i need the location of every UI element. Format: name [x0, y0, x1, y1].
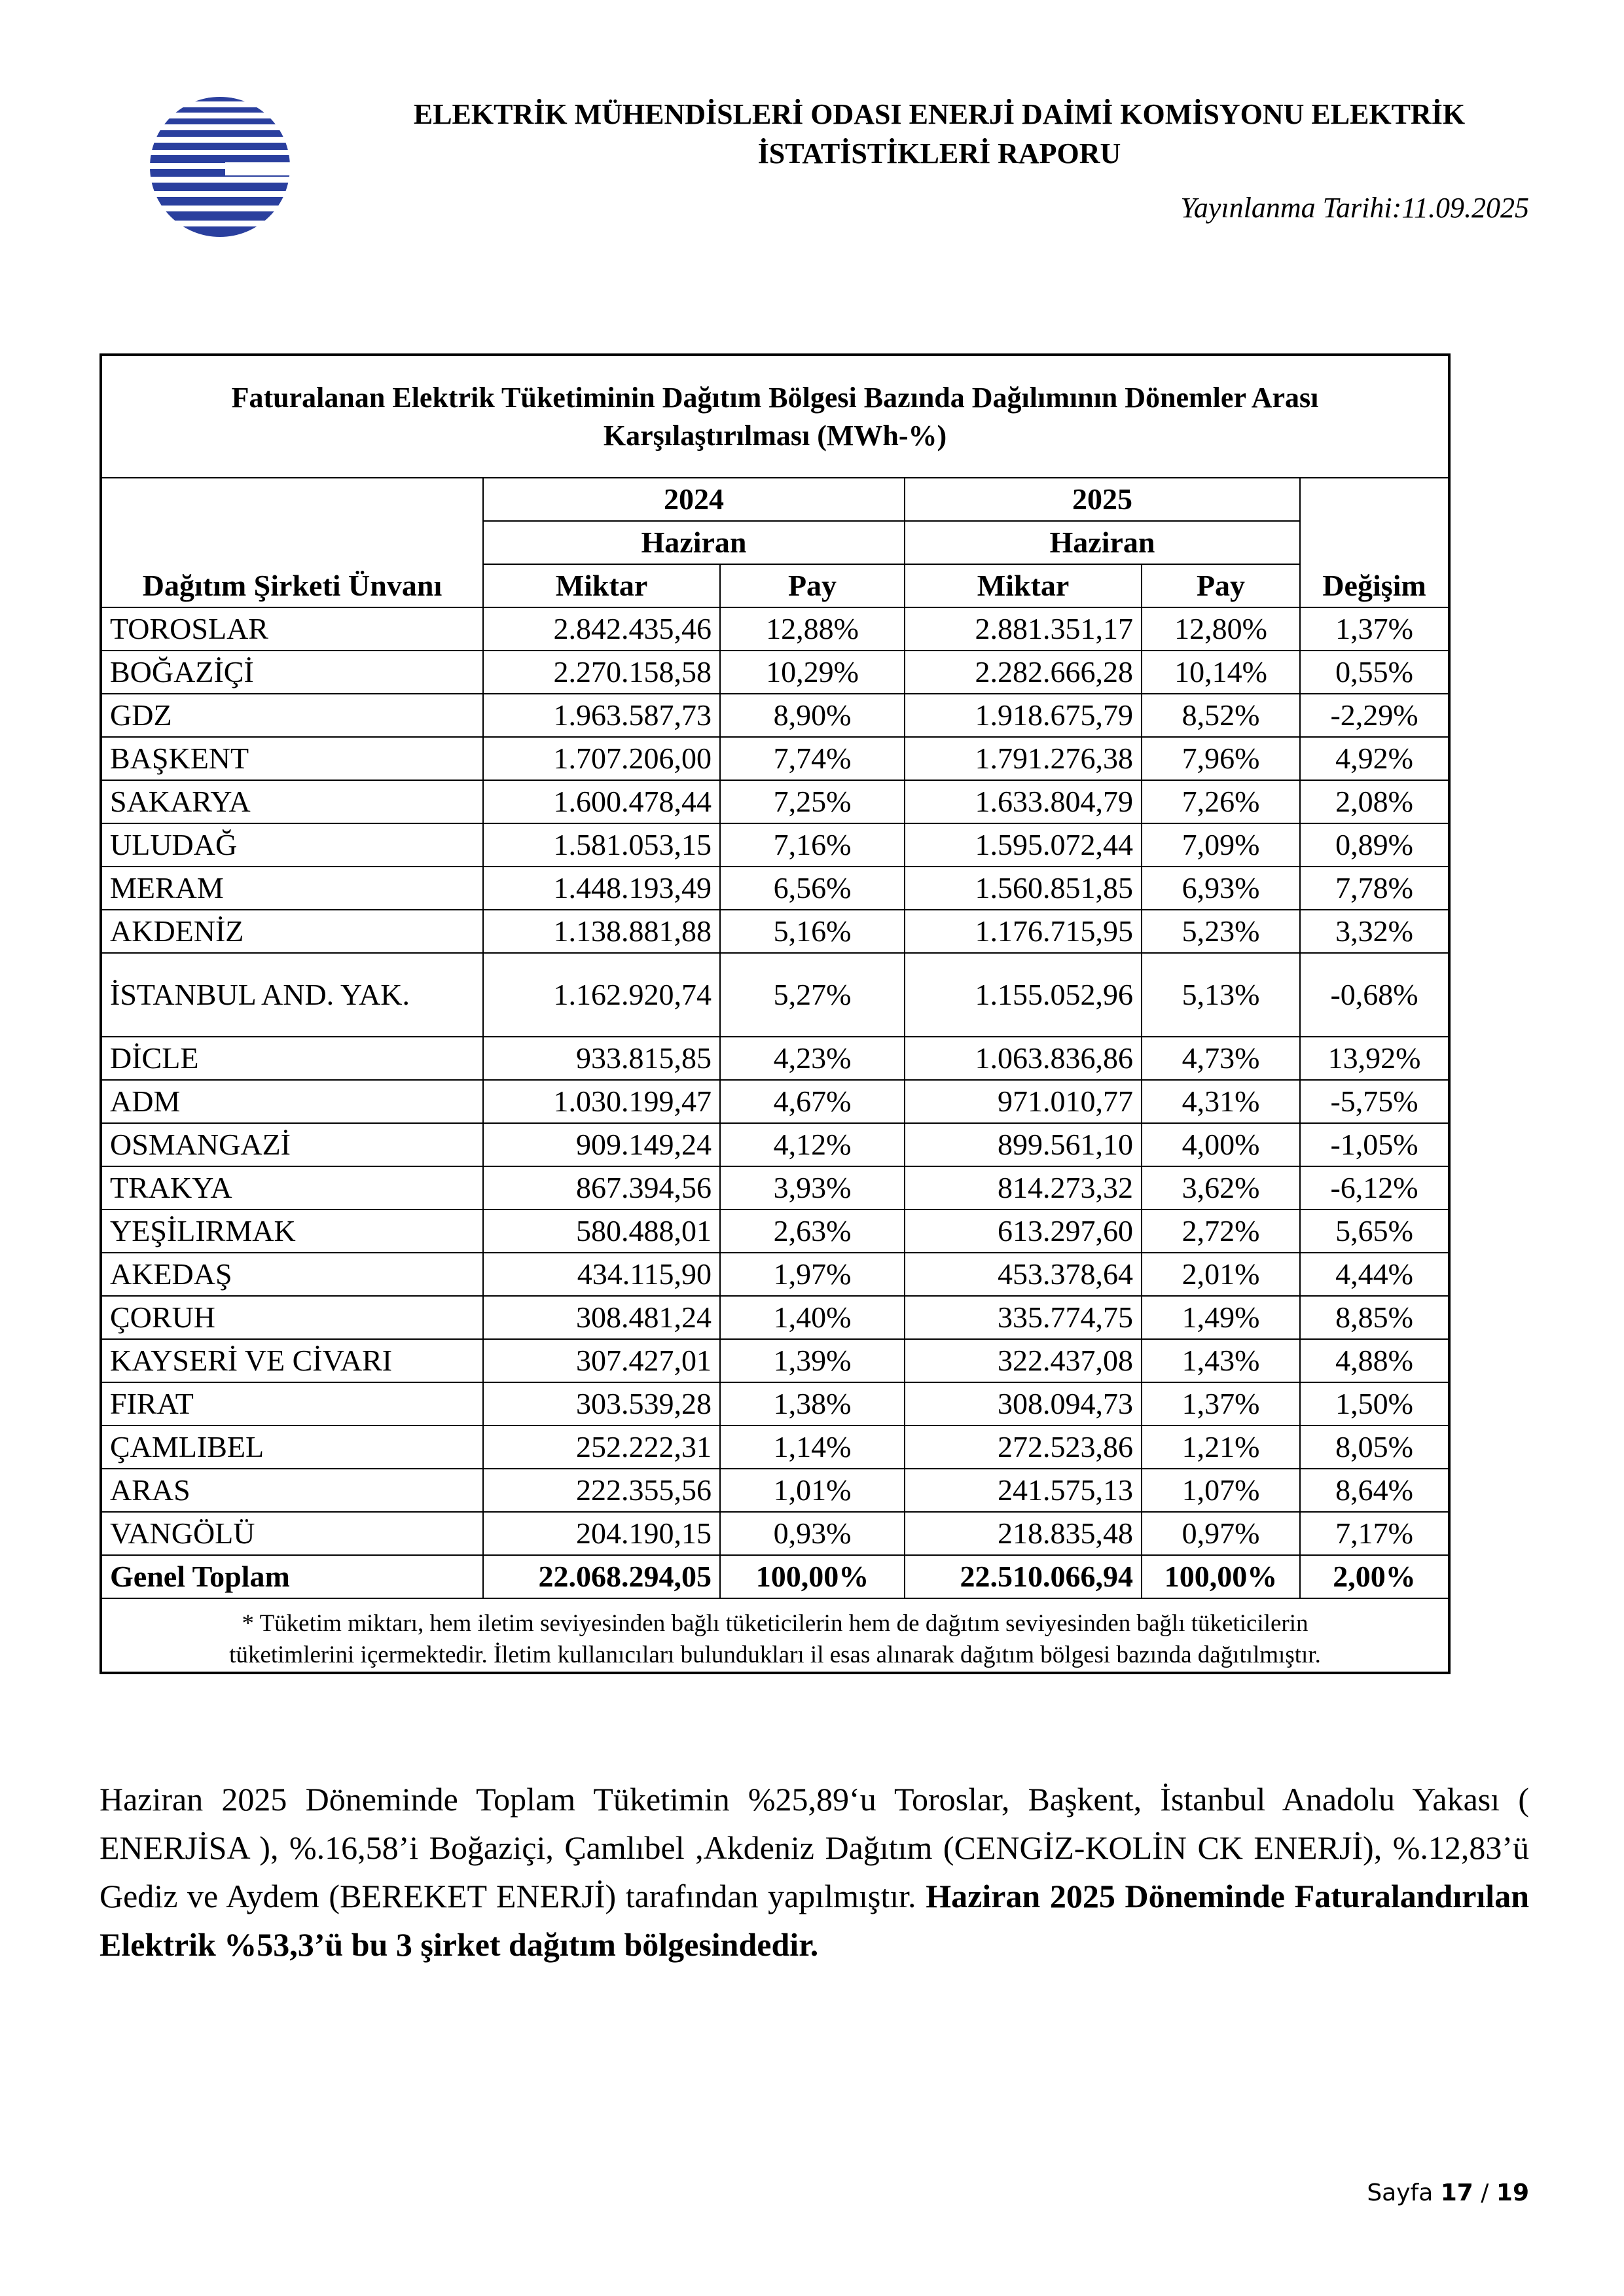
- share-2024: 1,39%: [720, 1339, 905, 1382]
- company-name: ULUDAĞ: [102, 823, 483, 867]
- amount-2025: 1.063.836,86: [905, 1037, 1142, 1080]
- share-2025: 6,93%: [1142, 867, 1300, 910]
- amount-2025: 241.575,13: [905, 1469, 1142, 1512]
- company-name: DİCLE: [102, 1037, 483, 1080]
- table-row: [102, 867, 1448, 910]
- table-row: [102, 651, 1448, 694]
- amount-2024: 1.600.478,44: [483, 780, 720, 823]
- amount-2025: 1.560.851,85: [905, 867, 1142, 910]
- change: 8,05%: [1300, 1426, 1448, 1469]
- share-2025: 1,43%: [1142, 1339, 1300, 1382]
- consumption-table: [102, 356, 1448, 1599]
- table-row: [102, 1080, 1448, 1123]
- total-amount-2024: 22.068.294,05: [483, 1555, 720, 1598]
- share-2025: 8,52%: [1142, 694, 1300, 737]
- share-2025: 7,09%: [1142, 823, 1300, 867]
- share-2024: 7,25%: [720, 780, 905, 823]
- amount-2024: 1.448.193,49: [483, 867, 720, 910]
- emo-logo-icon: [149, 97, 291, 237]
- table-row: [102, 1210, 1448, 1253]
- company-name: TRAKYA: [102, 1166, 483, 1210]
- table-footnote-line2: tüketimlerini içermektedir. İletim kullanıcıları bulundukları il esas alınarak dağıtım bölgesi bazında dağıtılmıştır.: [229, 1641, 1321, 1668]
- table-row: [102, 1382, 1448, 1426]
- company-name: MERAM: [102, 867, 483, 910]
- share-2024: 2,63%: [720, 1210, 905, 1253]
- month-2024-header: Haziran: [483, 521, 905, 564]
- amount-2025: 322.437,08: [905, 1339, 1142, 1382]
- change: -1,05%: [1300, 1123, 1448, 1166]
- page-total: 19: [1496, 2179, 1529, 2206]
- table-footnote: [102, 1599, 1448, 1671]
- change: 0,89%: [1300, 823, 1448, 867]
- company-name: ADM: [102, 1080, 483, 1123]
- change: -2,29%: [1300, 694, 1448, 737]
- share-2024: 6,56%: [720, 867, 905, 910]
- share-2024: 8,90%: [720, 694, 905, 737]
- page-label: Sayfa: [1367, 2179, 1434, 2206]
- share-2024: 1,38%: [720, 1382, 905, 1426]
- amount-2024: 1.581.053,15: [483, 823, 720, 867]
- change: 4,44%: [1300, 1253, 1448, 1296]
- amount-2025: 1.176.715,95: [905, 910, 1142, 953]
- share-2024: 7,74%: [720, 737, 905, 780]
- table-row: [102, 1426, 1448, 1469]
- company-name: ÇORUH: [102, 1296, 483, 1339]
- company-column-header: Dağıtım Şirketi Ünvanı: [142, 568, 442, 602]
- amount-2025: 272.523,86: [905, 1426, 1142, 1469]
- change: 1,37%: [1300, 607, 1448, 651]
- amount-2025: 899.561,10: [905, 1123, 1142, 1166]
- share-2025: 0,97%: [1142, 1512, 1300, 1555]
- publication-date: Yayınlanma Tarihi:11.09.2025: [1180, 192, 1529, 224]
- share-2025: 4,00%: [1142, 1123, 1300, 1166]
- table-row: [102, 780, 1448, 823]
- share-2025: 1,49%: [1142, 1296, 1300, 1339]
- share-2025: 2,01%: [1142, 1253, 1300, 1296]
- table-row: [102, 910, 1448, 953]
- amount-2025: 2.282.666,28: [905, 651, 1142, 694]
- share-2024: 1,01%: [720, 1469, 905, 1512]
- share-2025: 7,26%: [1142, 780, 1300, 823]
- amount-2024: 1.963.587,73: [483, 694, 720, 737]
- change: -5,75%: [1300, 1080, 1448, 1123]
- amount-2025: 218.835,48: [905, 1512, 1142, 1555]
- change: 13,92%: [1300, 1037, 1448, 1080]
- total-row: [102, 1555, 1448, 1598]
- share-2025: 1,37%: [1142, 1382, 1300, 1426]
- year-2025-header: 2025: [905, 478, 1300, 521]
- table-row: [102, 1339, 1448, 1382]
- amount-2025: 971.010,77: [905, 1080, 1142, 1123]
- amount-2025: 2.881.351,17: [905, 607, 1142, 651]
- month-2025-header: Haziran: [905, 521, 1300, 564]
- amount-2024: 2.842.435,46: [483, 607, 720, 651]
- company-name: YEŞİLIRMAK: [102, 1210, 483, 1253]
- change: 7,78%: [1300, 867, 1448, 910]
- share-2025: 3,62%: [1142, 1166, 1300, 1210]
- amount-2024: 1.030.199,47: [483, 1080, 720, 1123]
- amount-2024: 867.394,56: [483, 1166, 720, 1210]
- amount-2025: 335.774,75: [905, 1296, 1142, 1339]
- report-title: [327, 95, 1551, 173]
- share-2025: 7,96%: [1142, 737, 1300, 780]
- share-2025: 4,31%: [1142, 1080, 1300, 1123]
- total-change: 2,00%: [1300, 1555, 1448, 1598]
- company-name: GDZ: [102, 694, 483, 737]
- share-2024: 1,97%: [720, 1253, 905, 1296]
- amount-2024: 252.222,31: [483, 1426, 720, 1469]
- change: -0,68%: [1300, 953, 1448, 1037]
- company-name: BAŞKENT: [102, 737, 483, 780]
- share-2025: 12,80%: [1142, 607, 1300, 651]
- amount-2024: 909.149,24: [483, 1123, 720, 1166]
- change: 4,88%: [1300, 1339, 1448, 1382]
- share-2024: 1,40%: [720, 1296, 905, 1339]
- share-2024: 10,29%: [720, 651, 905, 694]
- company-name: AKDENİZ: [102, 910, 483, 953]
- change: 8,85%: [1300, 1296, 1448, 1339]
- company-name: TOROSLAR: [102, 607, 483, 651]
- company-name: OSMANGAZİ: [102, 1123, 483, 1166]
- table-footnote-line1: * Tüketim miktarı, hem iletim seviyesinden bağlı tüketicilerin hem de dağıtım seviyesinden bağlı tüketicilerin: [242, 1610, 1308, 1637]
- table-row: [102, 737, 1448, 780]
- total-label: Genel Toplam: [102, 1555, 483, 1598]
- company-name: FIRAT: [102, 1382, 483, 1426]
- company-name: VANGÖLÜ: [102, 1512, 483, 1555]
- share-2024: 5,16%: [720, 910, 905, 953]
- amount-2025: 453.378,64: [905, 1253, 1142, 1296]
- consumption-table-frame: [99, 353, 1451, 1674]
- amount-2024: 307.427,01: [483, 1339, 720, 1382]
- change: 7,17%: [1300, 1512, 1448, 1555]
- amount-2024: 204.190,15: [483, 1512, 720, 1555]
- change: -6,12%: [1300, 1166, 1448, 1210]
- table-title: [102, 356, 1448, 478]
- total-share-2025: 100,00%: [1142, 1555, 1300, 1598]
- share-2024: 12,88%: [720, 607, 905, 651]
- change: 4,92%: [1300, 737, 1448, 780]
- amount-2024-column-header: Miktar: [483, 564, 720, 607]
- amount-2024: 933.815,85: [483, 1037, 720, 1080]
- change: 8,64%: [1300, 1469, 1448, 1512]
- amount-2025-column-header: Miktar: [905, 564, 1142, 607]
- company-name: ARAS: [102, 1469, 483, 1512]
- share-2025: 4,73%: [1142, 1037, 1300, 1080]
- total-share-2024: 100,00%: [720, 1555, 905, 1598]
- share-2024-column-header: Pay: [720, 564, 905, 607]
- company-name: AKEDAŞ: [102, 1253, 483, 1296]
- amount-2024: 303.539,28: [483, 1382, 720, 1426]
- report-title-line1: ELEKTRİK MÜHENDİSLERİ ODASI ENERJİ DAİMİ KOMİSYONU ELEKTRİK: [413, 98, 1466, 130]
- share-2024: 0,93%: [720, 1512, 905, 1555]
- amount-2024: 580.488,01: [483, 1210, 720, 1253]
- share-2024: 5,27%: [720, 953, 905, 1037]
- summary-paragraph: [99, 1775, 1529, 1969]
- summary-text: Haziran 2025 Döneminde Toplam Tüketimin %25,89‘u Toroslar, Başkent, İstanbul Anadolu Yakası ( ENERJİSA ), %.16,58’i Boğaziçi, Çamlıbel ,Akdeniz Dağıtım (CENGİZ-KOLİN CK ENERJİ), %.12,83’ü Gediz ve Aydem (BEREKET ENERJİ) tarafından yapılmıştır.: [99, 1781, 1529, 1914]
- company-name: SAKARYA: [102, 780, 483, 823]
- change: 2,08%: [1300, 780, 1448, 823]
- company-name: BOĞAZİÇİ: [102, 651, 483, 694]
- share-2025: 2,72%: [1142, 1210, 1300, 1253]
- amount-2024: 308.481,24: [483, 1296, 720, 1339]
- change: 3,32%: [1300, 910, 1448, 953]
- table-row: [102, 1469, 1448, 1512]
- share-2025: 10,14%: [1142, 651, 1300, 694]
- share-2024: 4,67%: [720, 1080, 905, 1123]
- amount-2024: 222.355,56: [483, 1469, 720, 1512]
- amount-2024: 1.162.920,74: [483, 953, 720, 1037]
- share-2025-column-header: Pay: [1142, 564, 1300, 607]
- amount-2024: 434.115,90: [483, 1253, 720, 1296]
- change: 5,65%: [1300, 1210, 1448, 1253]
- amount-2025: 1.633.804,79: [905, 780, 1142, 823]
- table-row: [102, 1123, 1448, 1166]
- table-row: [102, 1166, 1448, 1210]
- change: 1,50%: [1300, 1382, 1448, 1426]
- amount-2025: 1.918.675,79: [905, 694, 1142, 737]
- table-row: [102, 1037, 1448, 1080]
- amount-2024: 1.138.881,88: [483, 910, 720, 953]
- table-row: [102, 607, 1448, 651]
- company-name: ÇAMLIBEL: [102, 1426, 483, 1469]
- change-column-header: Değişim: [1300, 564, 1448, 607]
- amount-2025: 1.791.276,38: [905, 737, 1142, 780]
- table-row: [102, 1296, 1448, 1339]
- share-2024: 3,93%: [720, 1166, 905, 1210]
- amount-2024: 1.707.206,00: [483, 737, 720, 780]
- amount-2025: 308.094,73: [905, 1382, 1142, 1426]
- share-2025: 5,13%: [1142, 953, 1300, 1037]
- page-current: 17: [1440, 2179, 1473, 2206]
- company-name: İSTANBUL AND. YAK.: [102, 953, 483, 1037]
- share-2025: 1,07%: [1142, 1469, 1300, 1512]
- amount-2025: 814.273,32: [905, 1166, 1142, 1210]
- table-row: [102, 1512, 1448, 1555]
- page-separator: /: [1481, 2179, 1489, 2206]
- amount-2025: 1.595.072,44: [905, 823, 1142, 867]
- table-title-line2: Karşılaştırılması (MWh-%): [603, 419, 947, 452]
- share-2025: 5,23%: [1142, 910, 1300, 953]
- amount-2025: 1.155.052,96: [905, 953, 1142, 1037]
- page-number: [1367, 2179, 1529, 2206]
- change: 0,55%: [1300, 651, 1448, 694]
- share-2024: 1,14%: [720, 1426, 905, 1469]
- table-row: [102, 694, 1448, 737]
- year-2024-header: 2024: [483, 478, 905, 521]
- report-title-line2: İSTATİSTİKLERİ RAPORU: [757, 137, 1121, 170]
- amount-2024: 2.270.158,58: [483, 651, 720, 694]
- amount-2025: 613.297,60: [905, 1210, 1142, 1253]
- share-2024: 7,16%: [720, 823, 905, 867]
- table-row: [102, 823, 1448, 867]
- company-name: KAYSERİ VE CİVARI: [102, 1339, 483, 1382]
- total-amount-2025: 22.510.066,94: [905, 1555, 1142, 1598]
- share-2025: 1,21%: [1142, 1426, 1300, 1469]
- table-row: [102, 1253, 1448, 1296]
- share-2024: 4,23%: [720, 1037, 905, 1080]
- table-row: [102, 953, 1448, 1037]
- table-title-line1: Faturalanan Elektrik Tüketiminin Dağıtım Bölgesi Bazında Dağılımının Dönemler Arası: [231, 381, 1319, 414]
- summary-bold-text: Haziran 2025 Döneminde Faturalandırılan Elektrik %53,3’ü bu 3 şirket dağıtım bölgesindedir.: [99, 1878, 1530, 1963]
- share-2024: 4,12%: [720, 1123, 905, 1166]
